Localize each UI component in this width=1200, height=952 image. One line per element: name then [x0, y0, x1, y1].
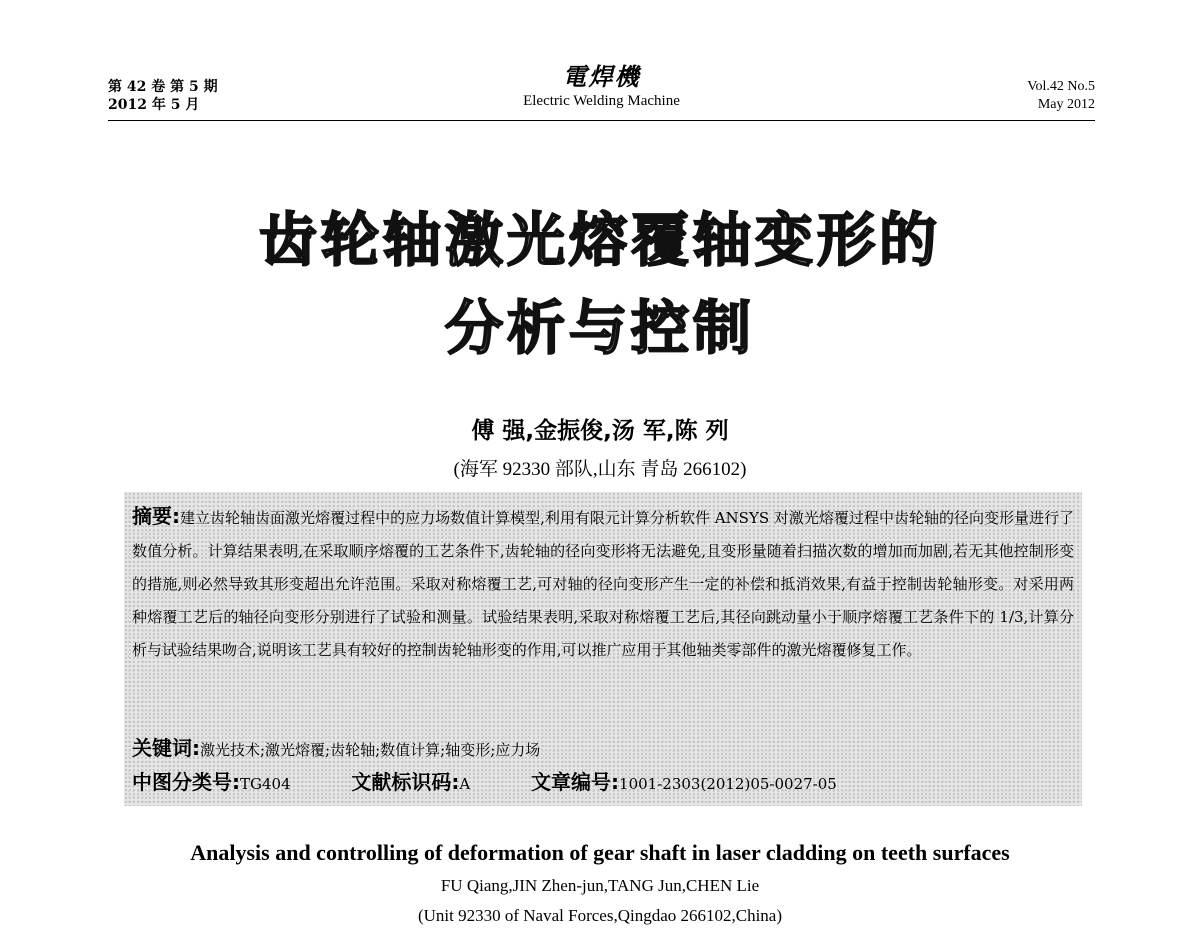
clc-value: TG404 [240, 775, 291, 793]
keywords-label: 关键词: [132, 736, 200, 760]
volume-issue-en: Vol.42 No.5 [1027, 79, 1095, 94]
clc-field [132, 770, 291, 794]
abstract-label: 摘要: [132, 504, 181, 528]
authors-cn: 傅 强,金振俊,汤 军,陈 列 [471, 418, 729, 444]
keywords-text: 激光技术;激光熔覆;齿轮轴;数值计算;轴变形;应力场 [200, 741, 541, 759]
doc-code-field [351, 770, 471, 794]
abstract [132, 500, 1074, 667]
page-header [108, 62, 1095, 122]
title-line-2: 分析与控制 [444, 294, 755, 362]
authors-en: FU Qiang,JIN Zhen-jun,TANG Jun,CHEN Lie [440, 876, 760, 895]
article-no-label: 文章编号: [531, 770, 620, 794]
title-line-1: 齿轮轴激光熔覆轴变形的 [258, 206, 941, 274]
affiliation-en: (Unit 92330 of Naval Forces,Qingdao 266102,China) [417, 906, 783, 925]
article-no-value: 1001-2303(2012)05-0027-05 [619, 775, 837, 793]
abstract-text: 建立齿轮轴齿面激光熔覆过程中的应力场数值计算模型,利用有限元计算分析软件 ANSYS 对激光熔覆过程中齿轮轴的径向变形量进行了数值分析。计算结果表明,在采取顺序熔覆的工艺条件下,齿轮轴的径向变形将无法避免,且变形量随着扫描次数的增加而加剧,若无其他控制形变的措施,则必然导致其形变超出允许范围。采取对称熔覆工艺,可对轴的径向变形产生一定的补偿和抵消效果,有益于控制齿轮轴形变。对采用两种熔覆工艺后的轴径向变形分别进行了试验和测量。试验结果表明,采取对称熔覆工艺后,其径向跳动量小于顺序熔覆工艺条件下的 1/3,计算分析与试验结果吻合,说明该工艺具有较好的控制齿轮轴形变的作用,可以推广应用于其他轴类零部件的激光熔覆修复工作。 [132, 509, 1074, 659]
volume-issue-cn: 第 42 卷 第 5 期 [108, 79, 218, 95]
journal-logo-cn: 電焊機 [562, 62, 641, 91]
article-no-field [531, 770, 837, 794]
doc-code-value: A [459, 775, 471, 793]
issue-info-en [1027, 78, 1095, 114]
header-rule [108, 120, 1095, 121]
date-en: May 2012 [1037, 97, 1095, 112]
paper-title-en: Analysis and controlling of deformation of gear shaft in laser cladding on teeth surfaces [190, 840, 1010, 865]
abstract-box [124, 492, 1082, 806]
journal-name-en: Electric Welding Machine [523, 93, 680, 109]
date-cn: 2012 年 5 月 [108, 97, 200, 113]
journal-name [108, 62, 1095, 110]
doc-code-label: 文献标识码: [351, 770, 460, 794]
affiliation-cn: (海军 92330 部队,山东 青岛 266102) [453, 459, 747, 480]
paper-title-cn [0, 196, 1200, 372]
clc-label: 中图分类号: [132, 770, 240, 794]
keywords [132, 736, 540, 762]
classification-line [132, 770, 1074, 796]
